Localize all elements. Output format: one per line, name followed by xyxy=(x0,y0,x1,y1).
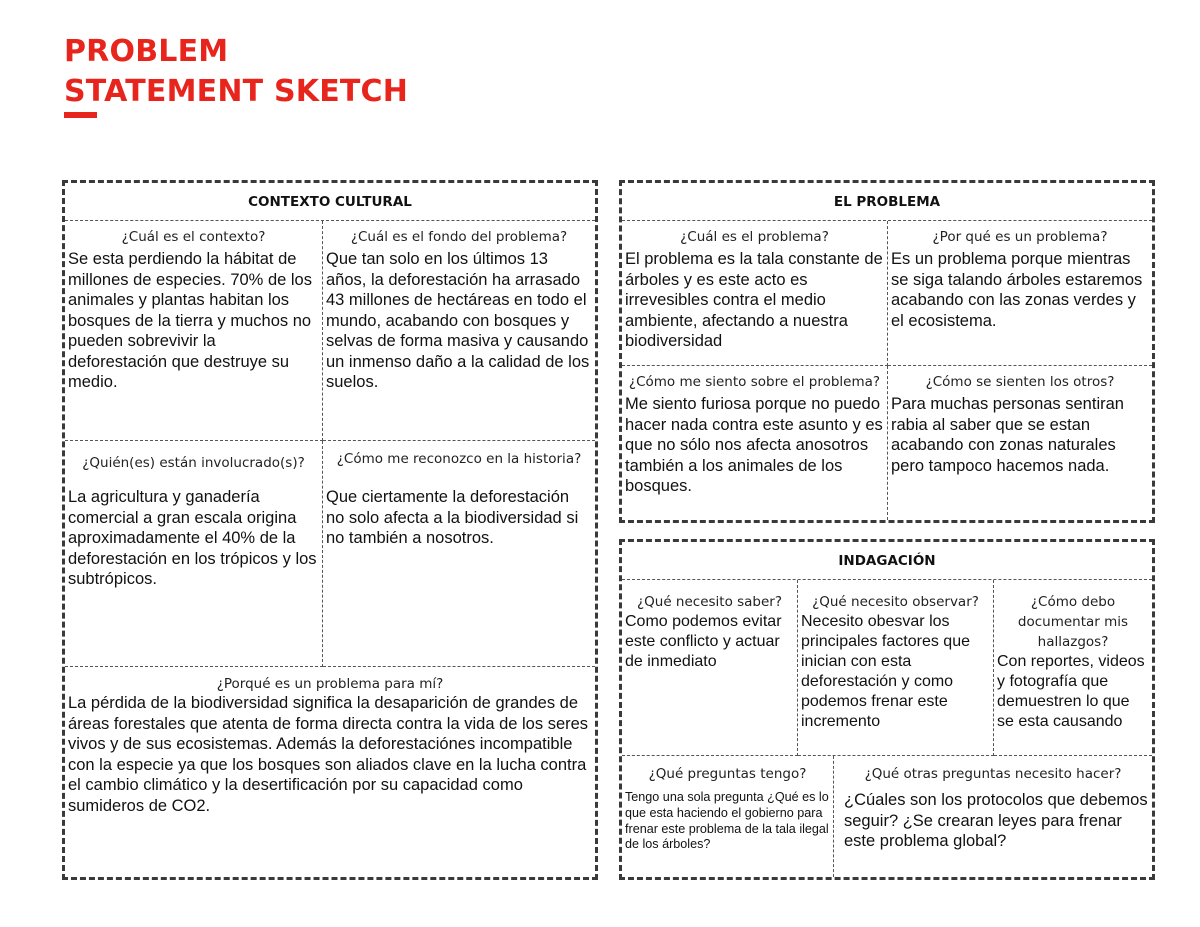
contexto-cultural-header: CONTEXTO CULTURAL xyxy=(65,183,595,221)
el-problema-panel xyxy=(619,180,1155,523)
problema-question: ¿Cuál es el problema? xyxy=(680,229,829,245)
contexto-question: ¿Cuál es el contexto? xyxy=(121,229,266,245)
me-siento-cell xyxy=(622,366,888,520)
documentar-question: ¿Cómo debo documentar mis hallazgos? xyxy=(1017,594,1129,650)
reconozco-answer: Que ciertamente la deforestación no solo afecta a la biodiversidad si no también a nosotros. xyxy=(326,488,579,547)
observar-question: ¿Qué necesito observar? xyxy=(812,594,979,610)
involucrados-answer: La agricultura y ganadería comercial a gran escala origina aproximadamente el 40% de la deforestación en los trópicos y los subtrópicos. xyxy=(68,488,317,588)
observar-answer: Necesito obesvar los principales factores que inician con esta deforestación y como podemos frenar este incremento xyxy=(801,613,970,730)
otros-sienten-cell xyxy=(888,366,1152,520)
documentar-cell xyxy=(994,580,1152,756)
observar-cell xyxy=(798,580,994,756)
involucrados-question: ¿Quién(es) están involucrado(s)? xyxy=(82,455,305,471)
fondo-cell xyxy=(323,221,595,441)
fondo-answer: Que tan solo en los últimos 13 años, la deforestación ha arrasado 43 millones de hectáreas en todo el mundo, acabando con bosques y selvas de forma masiva y causando un inmenso daño a la calidad de los suelos. xyxy=(326,250,590,391)
preguntas-tengo-answer: Tengo una sola pregunta ¿Qué es lo que esta haciendo el gobierno para frenar este problema de la tala ilegal de los árboles? xyxy=(625,790,829,852)
preguntas-tengo-cell xyxy=(622,756,834,877)
reconozco-cell xyxy=(323,441,595,667)
indagacion-header: INDAGACIÓN xyxy=(622,542,1152,580)
el-problema-header: EL PROBLEMA xyxy=(622,183,1152,221)
porque-problema-answer: Es un problema porque mientras se siga talando árboles estaremos acabando con las zonas verdes y el ecosistema. xyxy=(891,250,1143,330)
fondo-question: ¿Cuál es el fondo del problema? xyxy=(350,229,568,245)
contexto-cultural-panel xyxy=(62,180,598,880)
documentar-answer: Con reportes, videos y fotografía que demuestren lo que se esta causando xyxy=(997,653,1145,730)
saber-question: ¿Qué necesito saber? xyxy=(636,594,783,610)
otras-preguntas-cell xyxy=(834,756,1152,877)
preguntas-tengo-question: ¿Qué preguntas tengo? xyxy=(648,766,807,782)
problema-cell xyxy=(622,221,888,366)
saber-answer: Como podemos evitar este conflicto y actuar de inmediato xyxy=(625,613,782,670)
porque-cell xyxy=(65,667,595,877)
otras-preguntas-question: ¿Qué otras preguntas necesito hacer? xyxy=(864,766,1122,782)
contexto-answer: Se esta perdiendo la hábitat de millones de especies. 70% de los animales y plantas habitan los bosques de la tierra y muchos no pueden sobrevivir la deforestación que destruye su medio. xyxy=(68,250,312,391)
me-siento-question: ¿Cómo me siento sobre el problema? xyxy=(628,374,881,390)
reconozco-question: ¿Cómo me reconozco en la historia? xyxy=(336,451,582,467)
porque-question: ¿Porqué es un problema para mí? xyxy=(216,676,444,692)
title-line-1: PROBLEM xyxy=(64,34,229,69)
title-underline xyxy=(64,112,97,118)
otros-sienten-answer: Para muchas personas sentiran rabia al saber que se estan acabando con zonas naturales pero tampoco hacemos nada. xyxy=(891,395,1124,475)
title-line-2: STATEMENT SKETCH xyxy=(64,74,409,109)
involucrados-cell xyxy=(65,441,323,667)
otras-preguntas-answer: ¿Cúales son los protocolos que debemos seguir? ¿Se crearan leyes para frenar este problema global? xyxy=(844,791,1148,850)
porque-answer: La pérdida de la biodiversidad significa la desaparición de grandes de áreas forestales que atenta de forma directa contra la vida de los seres vivos y de sus ecosistemas. Además la deforestaciónes incompatible con la especie ya que los bosques son aliados clave en la lucha contra el cambio climático y la desertificación por su capacidad como sumideros de CO2. xyxy=(68,694,589,815)
me-siento-answer: Me siento furiosa porque no puedo hacer nada contra este asunto y es que no sólo nos afecta anosotros también a los animales de los bosques. xyxy=(625,395,883,495)
porque-problema-cell xyxy=(888,221,1152,366)
page-title xyxy=(64,32,408,112)
indagacion-panel xyxy=(619,539,1155,880)
saber-cell xyxy=(622,580,798,756)
otros-sienten-question: ¿Cómo se sienten los otros? xyxy=(925,374,1115,390)
contexto-cell xyxy=(65,221,323,441)
porque-problema-question: ¿Por qué es un problema? xyxy=(932,229,1108,245)
problema-answer: El problema es la tala constante de árboles y es este acto es irrevesibles contra el medio ambiente, afectando a nuestra biodiversidad xyxy=(625,250,883,350)
